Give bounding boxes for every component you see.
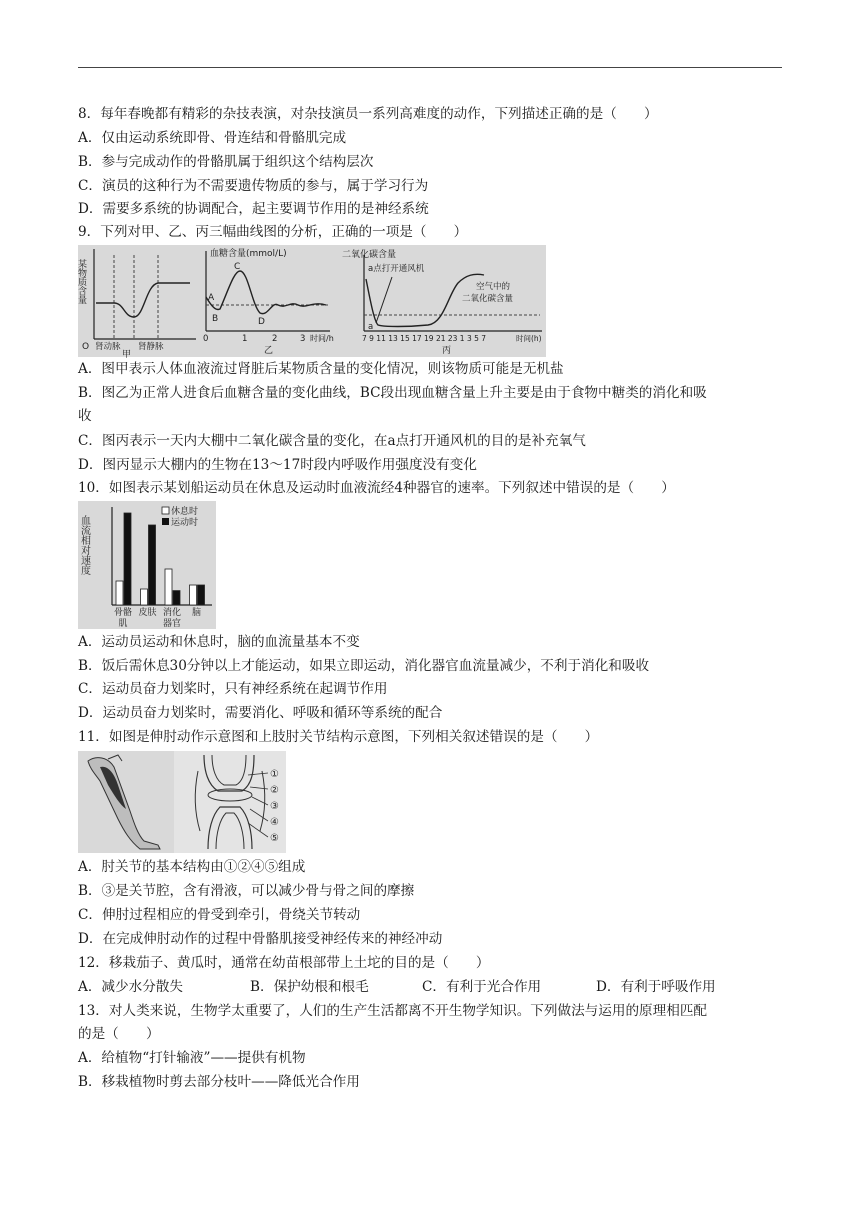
- yi-point-d: D: [258, 317, 265, 327]
- q8-stem: 8．每年春晚都有精彩的杂技表演，对杂技演员一系列高难度的动作，下列描述正确的是（ ）: [78, 106, 658, 122]
- bing-ylabel: 二氧化碳含量: [342, 250, 397, 260]
- bing-xlabel: 时间(h): [516, 334, 542, 343]
- q13-stem-line2: 的是（ ）: [78, 1026, 160, 1042]
- jia-x1: 肾动脉: [95, 342, 121, 352]
- legend-exercise: 运动时: [171, 518, 199, 528]
- q8-option-a[interactable]: A．仅由运动系统即骨、骨连结和骨骼肌完成: [78, 130, 347, 146]
- q12-option-b[interactable]: B．保护幼根和根毛: [250, 979, 369, 995]
- bar-rest-1: [116, 581, 123, 605]
- jia-ylabel: 某物质含量: [76, 259, 86, 304]
- q9-option-b-line1[interactable]: B．图乙为正常人进食后血糖含量的变化曲线，BC段出现血糖含量上升主要是由于食物中糖类的消化和吸: [78, 385, 707, 401]
- legend-rest: 休息时: [171, 507, 199, 517]
- q9-option-c[interactable]: C．图丙表示一天内大棚中二氧化碳含量的变化，在a点打开通风机的目的是补充氧气: [78, 433, 586, 449]
- q11-option-b[interactable]: B．③是关节腔，含有滑液，可以减少骨与骨之间的摩擦: [78, 883, 415, 899]
- category-label-2: 皮肤: [138, 608, 157, 618]
- q10-option-d[interactable]: D．运动员奋力划桨时，需要消化、呼吸和循环等系统的配合: [78, 705, 443, 721]
- yi-xlabel: 时间/h: [310, 334, 334, 343]
- legend-swatch-exercise: [162, 518, 169, 525]
- joint-label-3: ③: [270, 801, 279, 812]
- q10-chart: [78, 501, 216, 629]
- q9-option-d[interactable]: D．图丙显示大棚内的生物在13～17时段内呼吸作用强度没有变化: [78, 457, 477, 473]
- bar-rest-2: [141, 589, 148, 605]
- category-label-1-part-2: 肌: [118, 619, 128, 629]
- q10-stem: 10．如图表示某划船运动员在休息及运动时血液流经4种器官的速率。下列叙述中错误的是（ ）: [78, 480, 675, 496]
- jia-x2: 肾静脉: [138, 342, 164, 352]
- joint-label-1: ①: [270, 769, 279, 780]
- yi-point-b: B: [212, 314, 219, 324]
- arm-extension-illustration: [88, 755, 160, 849]
- q9-stem: 9．下列对甲、乙、丙三幅曲线图的分析，正确的一项是（ ）: [78, 224, 468, 240]
- legend-swatch-rest: [162, 507, 169, 514]
- header-rule: [78, 67, 782, 68]
- bing-note3: 二氧化碳含量: [462, 294, 514, 304]
- jia-caption: 甲: [122, 350, 132, 360]
- q10-option-a[interactable]: A．运动员运动和休息时，脑的血流量基本不变: [78, 634, 360, 650]
- q11-figure: [78, 751, 286, 853]
- bing-point-a: a: [368, 322, 374, 332]
- q9-option-b-line2[interactable]: 收: [78, 408, 92, 424]
- q11-option-d[interactable]: D．在完成伸肘动作的过程中骨骼肌接受神经传来的神经冲动: [78, 931, 443, 947]
- yi-ylabel: 血糖含量(mmol/L): [210, 249, 287, 259]
- q13-option-a[interactable]: A．给植物“打针输液”——提供有机物: [78, 1050, 306, 1066]
- category-label-3-part-1: 消化: [162, 608, 182, 618]
- q12-option-d[interactable]: D．有利于呼吸作用: [596, 979, 716, 995]
- bar-exercise-2: [149, 525, 156, 605]
- figure-jia: [76, 249, 196, 360]
- q12-stem: 12．移栽茄子、黄瓜时，通常在幼苗根部带上土坨的目的是（ ）: [78, 955, 490, 971]
- q11-stem: 11．如图是伸肘动作示意图和上肢肘关节结构示意图，下列相关叙述错误的是（ ）: [78, 729, 599, 745]
- q11-option-c[interactable]: C．伸肘过程相应的骨受到牵引，骨绕关节转动: [78, 907, 361, 923]
- category-label-3-part-2: 器官: [162, 619, 182, 629]
- bar-exercise-4: [198, 585, 205, 605]
- q9-figure: [76, 245, 546, 360]
- joint-label-2: ②: [270, 785, 279, 796]
- q8-option-b[interactable]: B．参与完成动作的骨骼肌属于组织这个结构层次: [78, 154, 374, 170]
- figure-yi: [203, 247, 334, 356]
- yi-tick-0: 0: [203, 334, 209, 344]
- bar-exercise-3: [173, 591, 180, 605]
- q13-stem-line1: 13．对人类来说，生物学太重要了，人们的生产生活都离不开生物学知识。下列做法与运用的原理相匹配: [78, 1003, 708, 1019]
- q8-option-c[interactable]: C．演员的这种行为不需要遗传物质的参与，属于学习行为: [78, 178, 429, 194]
- q13-option-b[interactable]: B．移栽植物时剪去部分枝叶——降低光合作用: [78, 1074, 360, 1090]
- yi-caption: 乙: [264, 346, 274, 356]
- chart-ylabel: 血流相对速度: [78, 515, 90, 575]
- yi-tick-2: 2: [272, 334, 278, 344]
- bing-caption: 丙: [442, 346, 452, 356]
- yi-point-a: A: [208, 293, 215, 303]
- bar-rest-4: [190, 585, 197, 605]
- bing-note1: a点打开通风机: [368, 264, 425, 274]
- q12-options: [78, 977, 783, 997]
- jia-origin: O: [82, 342, 90, 352]
- bing-note2: 空气中的: [476, 282, 511, 292]
- joint-label-4: ④: [270, 817, 279, 828]
- bing-ticks: 7 9 11 13 15 17 19 21 23 1 3 5 7: [362, 334, 487, 343]
- q8-option-d[interactable]: D．需要多系统的协调配合，起主要调节作用的是神经系统: [78, 201, 429, 217]
- category-label-1-part-1: 骨骼: [113, 608, 133, 618]
- q9-option-a[interactable]: A．图甲表示人体血液流过肾脏后某物质含量的变化情况，则该物质可能是无机盐: [78, 361, 564, 377]
- q12-option-a[interactable]: A．减少水分散失: [78, 979, 183, 995]
- q12-option-c[interactable]: C．有利于光合作用: [422, 979, 542, 995]
- q11-option-a[interactable]: A．肘关节的基本结构由①②④⑤组成: [78, 859, 306, 875]
- yi-tick-3: 3: [300, 334, 306, 344]
- q10-option-b[interactable]: B．饭后需休息30分钟以上才能运动，如果立即运动，消化器官血流量减少，不利于消化和吸收: [78, 658, 650, 674]
- yi-point-c: C: [234, 262, 241, 272]
- q10-option-c[interactable]: C．运动员奋力划桨时，只有神经系统在起调节作用: [78, 681, 388, 697]
- yi-tick-1: 1: [242, 334, 248, 344]
- category-label-4: 脑: [191, 608, 202, 618]
- figure-bing: [342, 248, 542, 356]
- joint-label-5: ⑤: [270, 833, 279, 844]
- bar-rest-3: [165, 569, 172, 605]
- bar-exercise-1: [124, 513, 131, 605]
